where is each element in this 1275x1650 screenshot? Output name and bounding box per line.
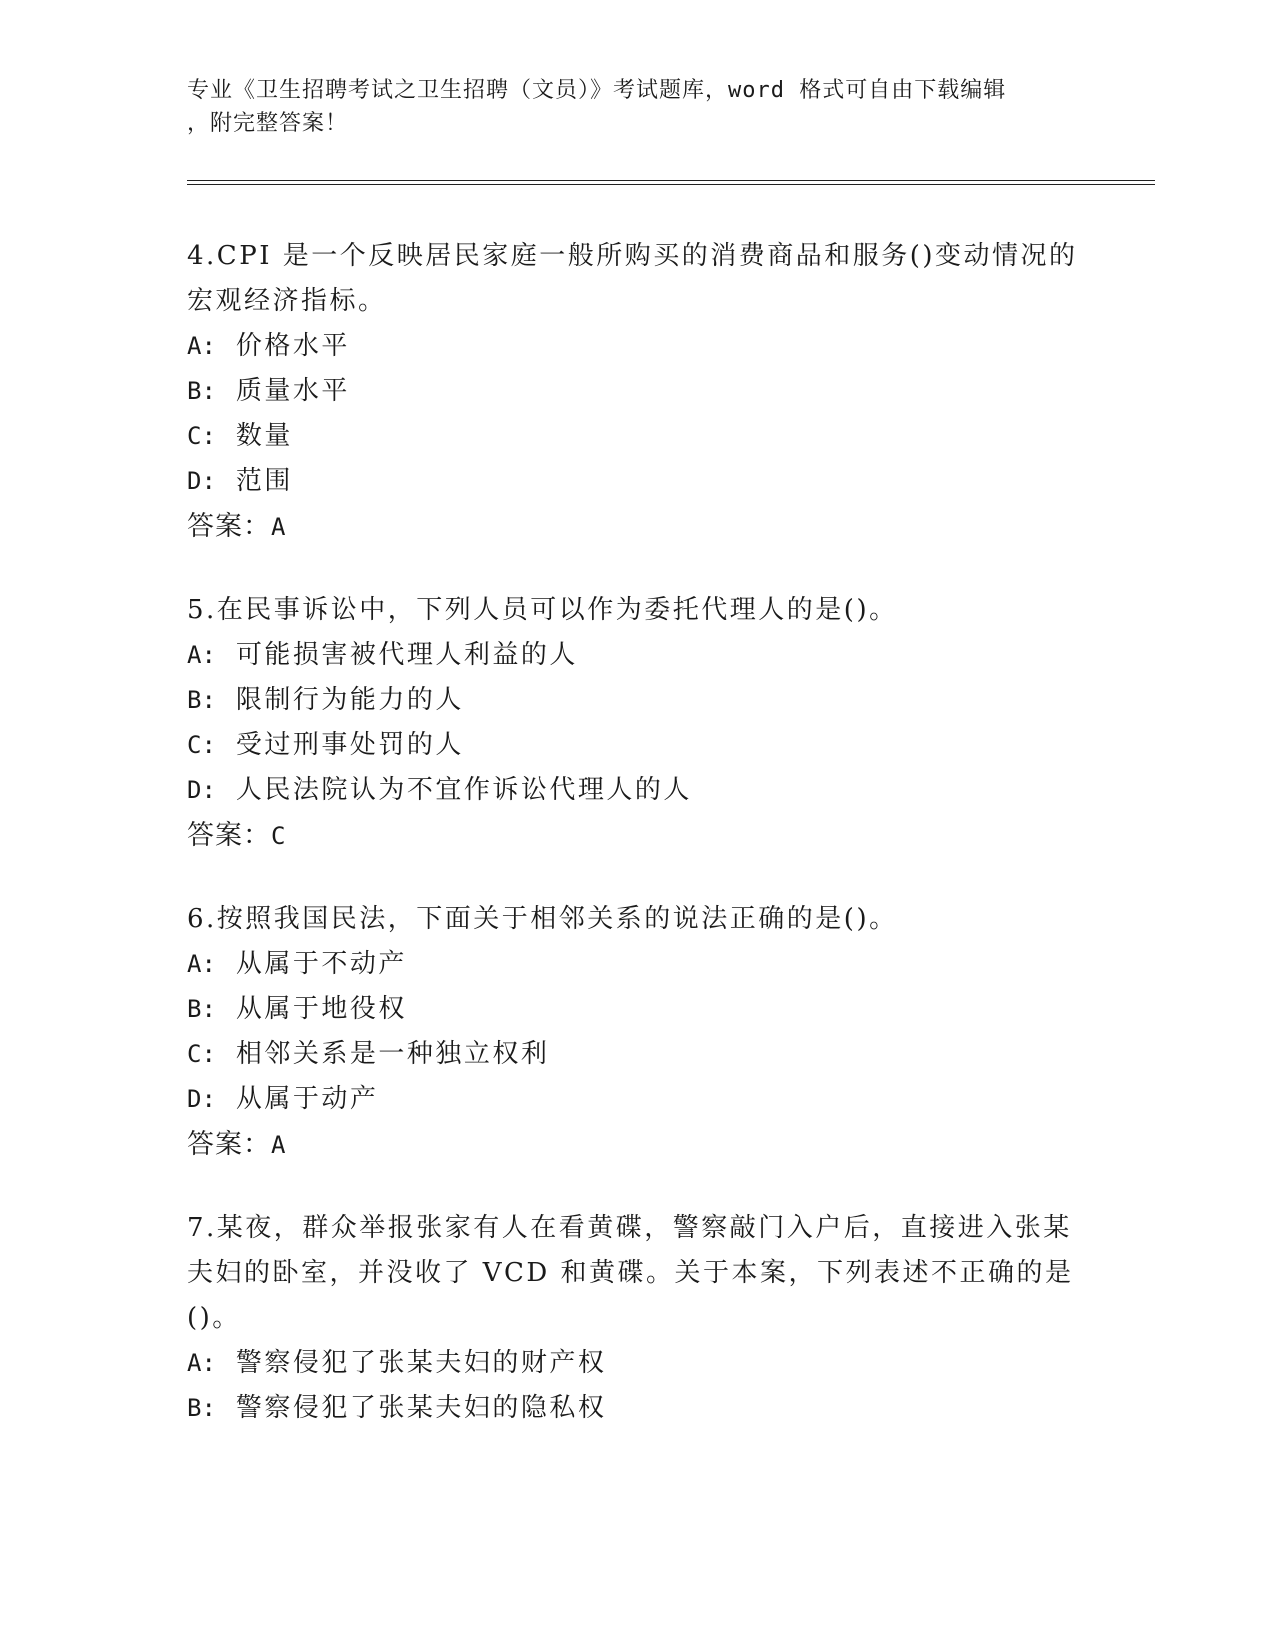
question-stem: 5.在民事诉讼中，下列人员可以作为委托代理人的是()。 <box>187 595 898 625</box>
option-text: 价格水平 <box>235 331 350 361</box>
question-item <box>187 897 1087 1168</box>
option-text: 相邻关系是一种独立权利 <box>235 1039 550 1069</box>
option-text: 警察侵犯了张某夫妇的隐私权 <box>235 1393 607 1423</box>
question-option <box>187 633 1087 678</box>
option-key: A <box>187 950 202 978</box>
answer-label: 答案： <box>187 511 271 542</box>
question-option <box>187 987 1087 1032</box>
option-text: 从属于地役权 <box>235 994 407 1024</box>
option-text: 从属于不动产 <box>235 949 407 979</box>
question-item <box>187 588 1087 859</box>
option-separator: : <box>201 641 216 669</box>
option-key: D <box>187 776 202 804</box>
option-separator: : <box>201 731 216 759</box>
option-separator: : <box>201 776 216 804</box>
option-separator: : <box>201 1085 216 1113</box>
question-option <box>187 768 1087 813</box>
option-key: D <box>187 467 202 495</box>
header-line-2: ，附完整答案！ <box>187 111 349 136</box>
option-key: B <box>187 1394 202 1422</box>
option-text: 受过刑事处罚的人 <box>235 730 464 760</box>
question-option <box>187 414 1087 459</box>
question-item <box>187 234 1087 550</box>
option-separator: : <box>201 950 216 978</box>
option-text: 数量 <box>235 421 293 451</box>
option-key: C <box>187 422 202 450</box>
option-key: A <box>187 332 202 360</box>
header-line-1: 专业《卫生招聘考试之卫生招聘（文员）》考试题库，word 格式可自由下载编辑 <box>187 78 1007 103</box>
answer-line <box>187 504 1087 550</box>
answer-value: C <box>271 822 287 850</box>
option-key: B <box>187 686 202 714</box>
answer-line <box>187 813 1087 859</box>
option-text: 质量水平 <box>235 376 350 406</box>
question-option <box>187 942 1087 987</box>
question-stem: 6.按照我国民法，下面关于相邻关系的说法正确的是()。 <box>187 904 898 934</box>
question-option <box>187 369 1087 414</box>
question-option <box>187 1341 1087 1386</box>
question-option <box>187 324 1087 369</box>
option-key: C <box>187 1040 202 1068</box>
option-separator: : <box>201 1394 216 1422</box>
option-separator: : <box>201 995 216 1023</box>
question-option <box>187 459 1087 504</box>
option-key: B <box>187 377 202 405</box>
question-option <box>187 678 1087 723</box>
answer-value: A <box>271 513 287 541</box>
option-key: D <box>187 1085 202 1113</box>
option-separator: : <box>201 686 216 714</box>
question-stem: 7.某夜，群众举报张家有人在看黄碟，警察敲门入户后，直接进入张某夫妇的卧室，并没收了 VCD 和黄碟。关于本案，下列表述不正确的是()。 <box>187 1213 1074 1333</box>
option-text: 范围 <box>235 466 293 496</box>
option-separator: : <box>201 377 216 405</box>
option-text: 可能损害被代理人利益的人 <box>235 640 578 670</box>
header-divider <box>187 180 1155 185</box>
option-text: 从属于动产 <box>235 1084 379 1114</box>
option-text: 限制行为能力的人 <box>235 685 464 715</box>
question-item <box>187 1206 1087 1431</box>
question-list <box>187 234 1087 1469</box>
option-key: A <box>187 641 202 669</box>
option-separator: : <box>201 1040 216 1068</box>
option-key: A <box>187 1349 202 1377</box>
question-stem: 4.CPI 是一个反映居民家庭一般所购买的消费商品和服务()变动情况的宏观经济指标。 <box>187 241 1078 316</box>
question-option <box>187 1032 1087 1077</box>
answer-label: 答案： <box>187 820 271 851</box>
question-option <box>187 1386 1087 1431</box>
option-separator: : <box>201 422 216 450</box>
option-separator: : <box>201 1349 216 1377</box>
option-separator: : <box>201 467 216 495</box>
question-option <box>187 723 1087 768</box>
question-option <box>187 1077 1087 1122</box>
option-text: 警察侵犯了张某夫妇的财产权 <box>235 1348 607 1378</box>
answer-line <box>187 1122 1087 1168</box>
option-key: B <box>187 995 202 1023</box>
document-header <box>187 74 1067 140</box>
option-separator: : <box>201 332 216 360</box>
option-text: 人民法院认为不宜作诉讼代理人的人 <box>235 775 692 805</box>
answer-label: 答案： <box>187 1129 271 1160</box>
answer-value: A <box>271 1131 287 1159</box>
option-key: C <box>187 731 202 759</box>
